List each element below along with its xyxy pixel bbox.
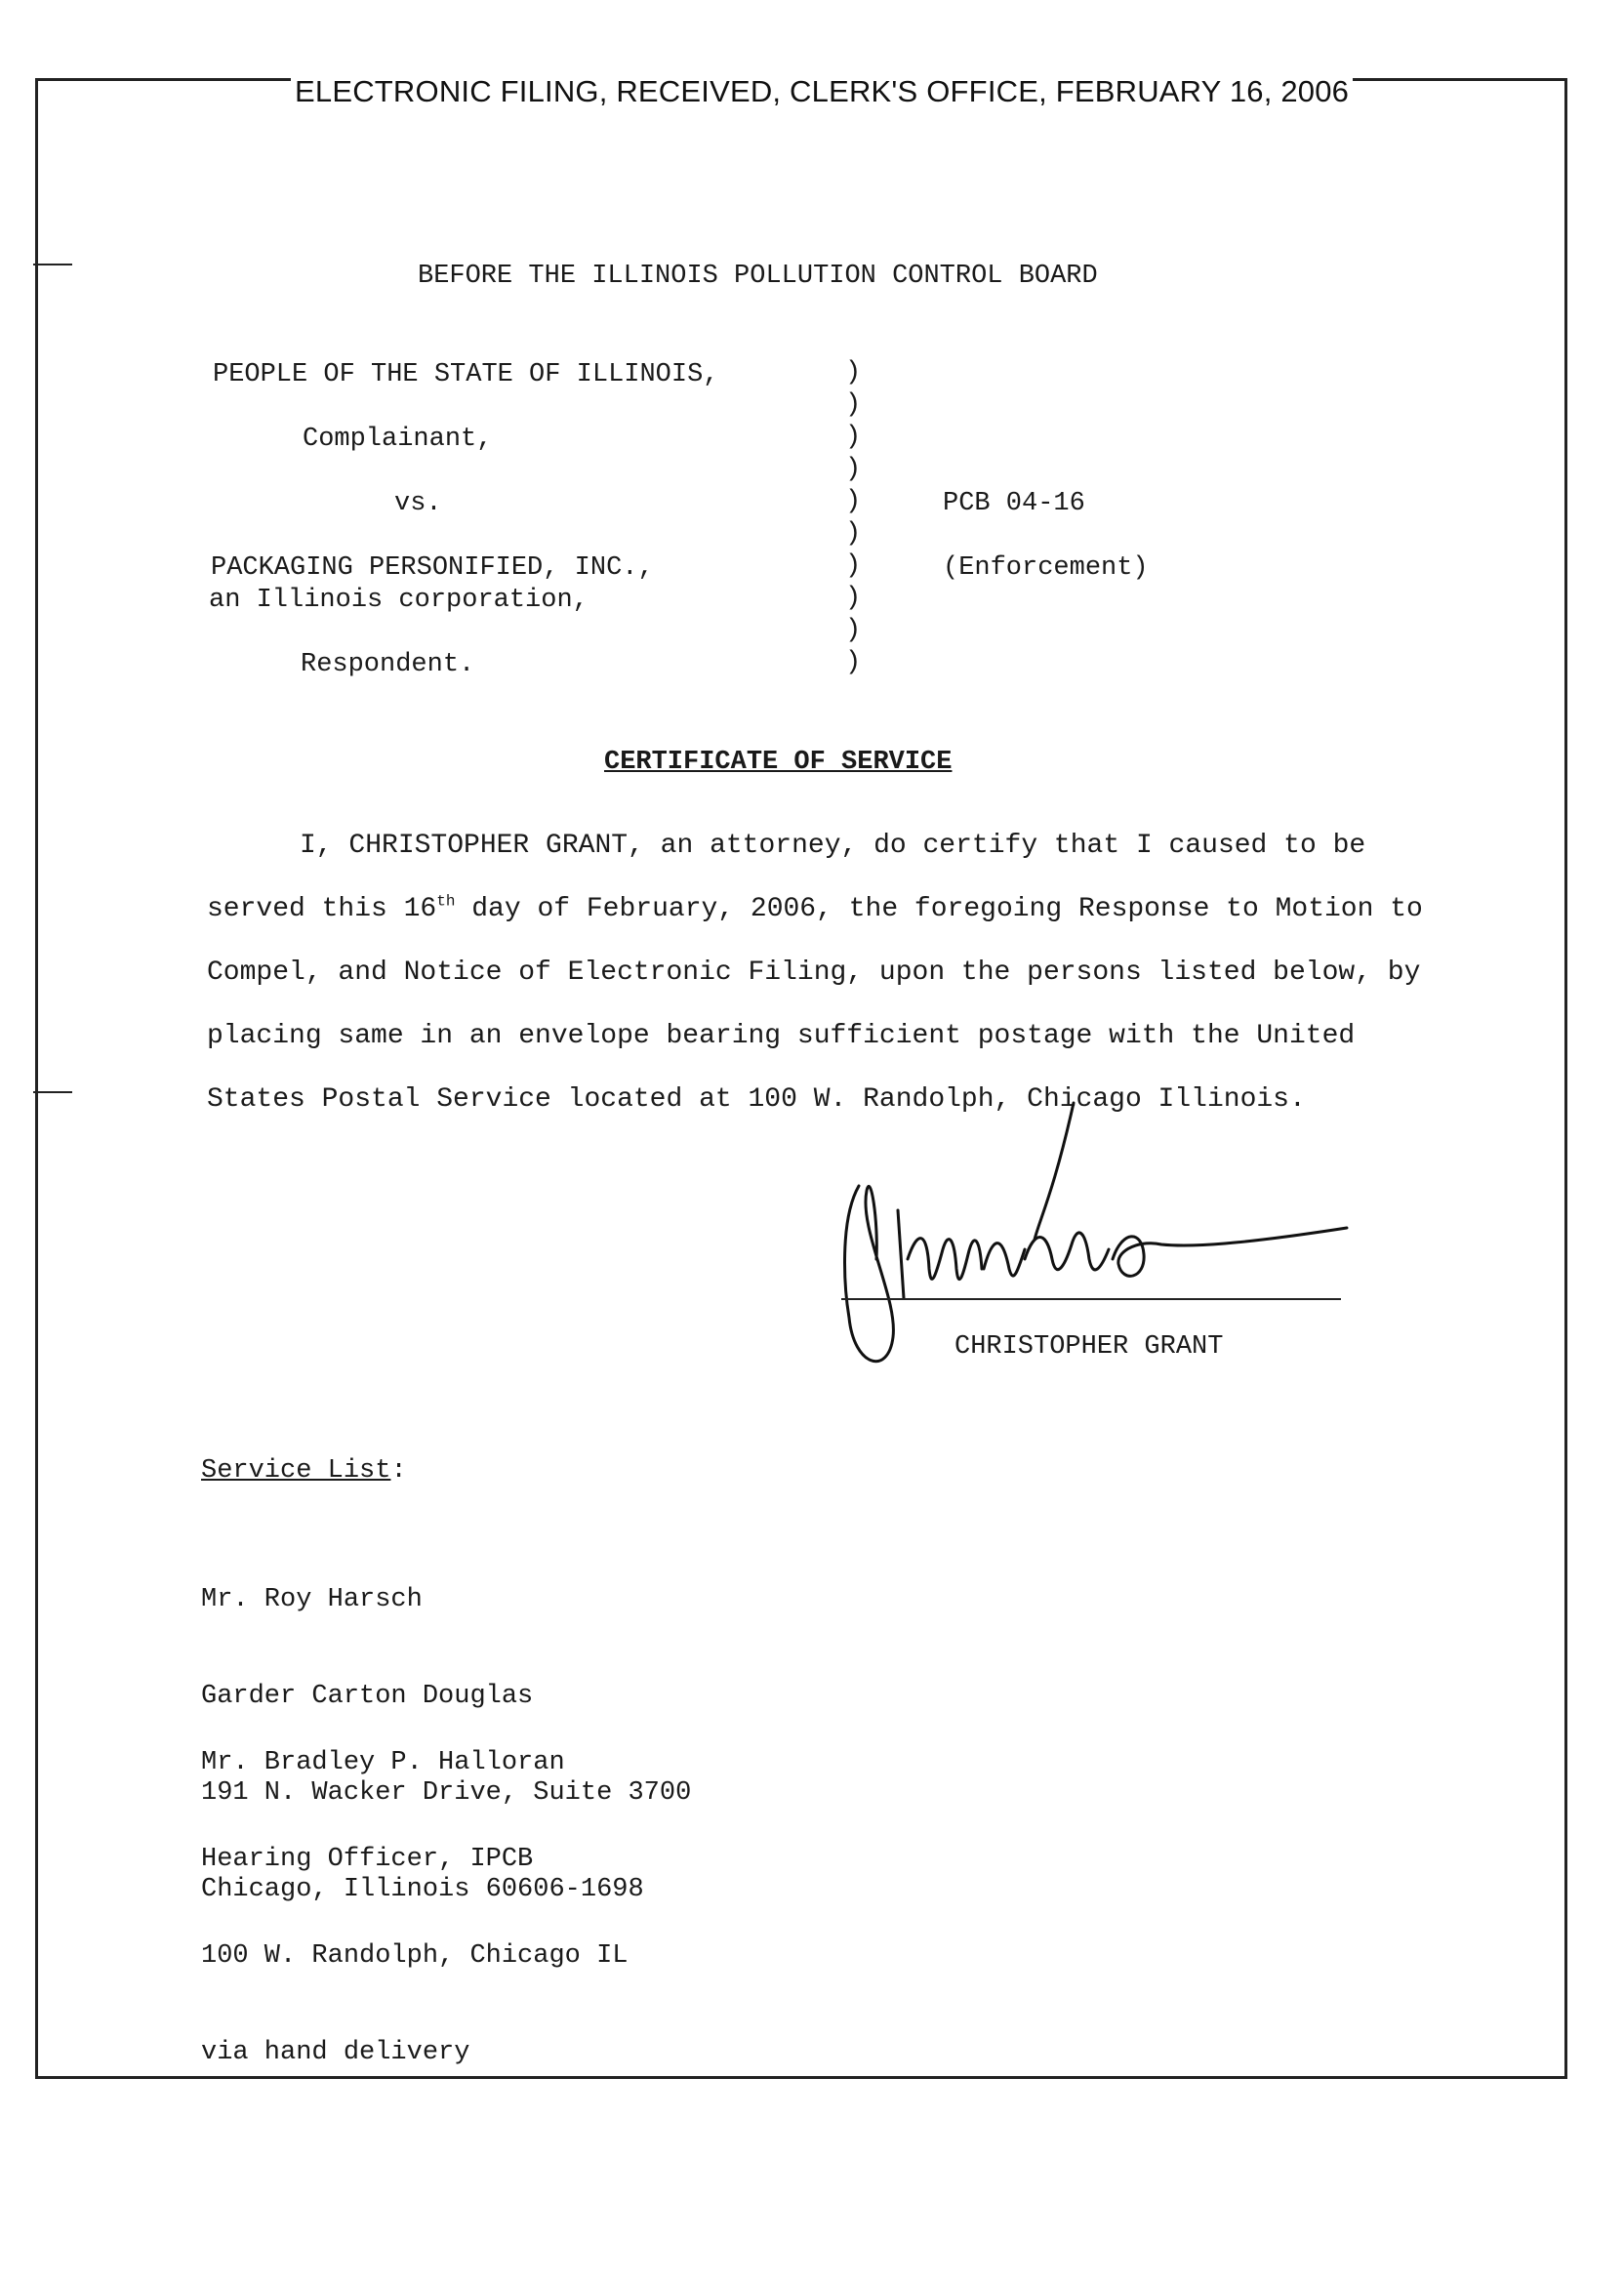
- case-type: (Enforcement): [943, 553, 1149, 583]
- plaintiff-role: Complainant,: [303, 425, 493, 454]
- case-number: PCB 04-16: [943, 489, 1085, 518]
- recipient-title: Hearing Officer, IPCB: [201, 1845, 534, 1874]
- recipient-name: Mr. Roy Harsch: [201, 1585, 423, 1614]
- service-list-label: Service List:: [201, 1456, 407, 1486]
- recipient-address: 191 N. Wacker Drive, Suite 3700: [201, 1778, 692, 1808]
- recipient-city: Chicago, Illinois 60606-1698: [201, 1875, 644, 1904]
- ordinal-suffix: th: [436, 892, 456, 911]
- certificate-title: CERTIFICATE OF SERVICE: [604, 748, 953, 777]
- signatory-name: CHRISTOPHER GRANT: [954, 1332, 1224, 1362]
- service-list-heading: Service List: [201, 1456, 391, 1486]
- plaintiff-name: PEOPLE OF THE STATE OF ILLINOIS,: [213, 360, 719, 389]
- certificate-text-part-1: I, CHRISTOPHER GRANT, an attorney, do certify that I caused to be served this 16: [207, 831, 1366, 924]
- recipient-2: [201, 1683, 628, 2101]
- recipient-address: 100 W. Randolph, Chicago IL: [201, 1941, 629, 1971]
- board-heading: BEFORE THE ILLINOIS POLLUTION CONTROL BOARD: [418, 262, 1098, 291]
- delivery-method: via hand delivery: [201, 2038, 470, 2067]
- respondent-role: Respondent.: [301, 650, 475, 679]
- respondent-name: PACKAGING PERSONIFIED, INC.,: [211, 553, 654, 583]
- recipient-name: Mr. Bradley P. Halloran: [201, 1748, 565, 1777]
- margin-mark: [33, 1091, 72, 1093]
- versus-text: vs.: [394, 489, 442, 518]
- recipient-firm: Garder Carton Douglas: [201, 1682, 534, 1711]
- caption-parentheses: ) ) ) ) ) ) ) ) ) ): [845, 358, 862, 677]
- margin-mark: [33, 264, 72, 265]
- filing-stamp: ELECTRONIC FILING, RECEIVED, CLERK'S OFFICE, FEBRUARY 16, 2006: [291, 74, 1353, 109]
- certificate-text-part-2: day of February, 2006, the foregoing Response to Motion to Compel, and Notice of Electronic Filing, upon the persons listed below, by placing same in an envelope bearing sufficient postage with the United States Postal Service located at 100 W. Randolph, Chicago Illinois.: [207, 894, 1423, 1115]
- respondent-description: an Illinois corporation,: [209, 586, 589, 615]
- signature-line: [841, 1298, 1341, 1300]
